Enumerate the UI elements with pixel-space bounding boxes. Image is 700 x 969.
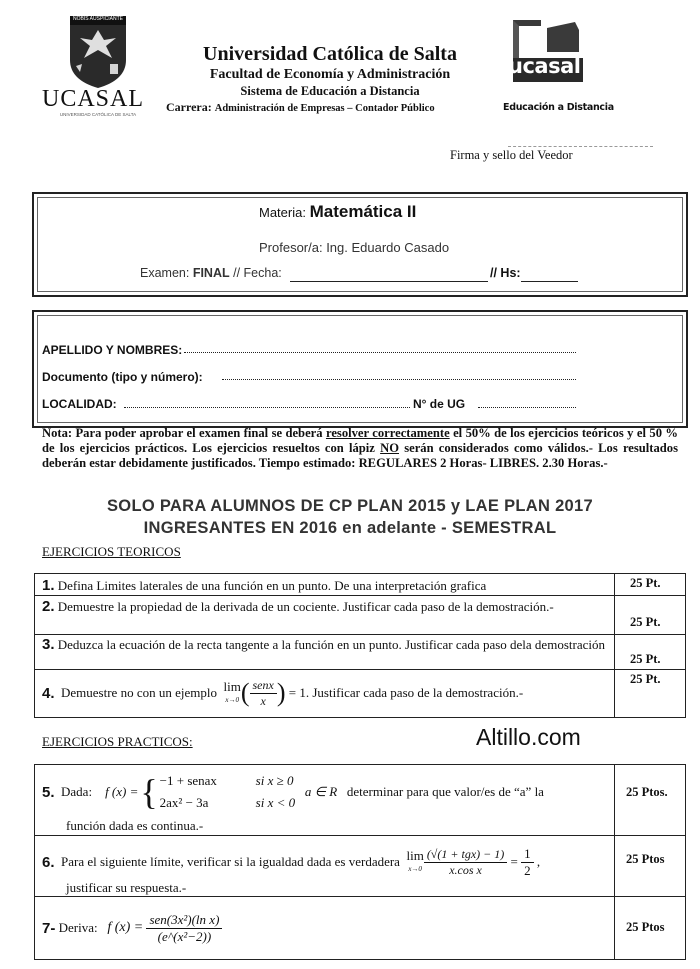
item-number: 2.	[42, 598, 55, 615]
right-paren: )	[276, 678, 286, 707]
plan-banner-line1: SOLO PARA ALUMNOS DE CP PLAN 2015 y LAE PLAN 2017	[107, 497, 593, 515]
item-lead: Deriva:	[58, 920, 98, 935]
subject-line	[259, 202, 416, 222]
crest-banner-text: NOBIS AUSPICIANTE	[72, 16, 123, 22]
fraction-denominator: x	[260, 693, 266, 708]
distance-education-label: Educación a Distancia	[503, 102, 614, 113]
item-number: 3.	[42, 636, 55, 653]
lim-word: lim	[406, 847, 424, 863]
note-part3: serán considerados como válidos.- Los resultados deberán estar debidamente justificados. Tiempo estimado: REGULARES 2 Horas- LIBRES. 2.30 Horas.-	[42, 441, 678, 470]
item-lead: Dada:	[61, 784, 93, 799]
theory-item-2	[42, 599, 608, 615]
ucasal-subtitle-left: UNIVERSIDAD CATÓLICA DE SALTA	[59, 112, 137, 117]
name-label: APELLIDO Y NOMBRES:	[42, 343, 183, 357]
item-points: 25 Ptos	[626, 852, 665, 866]
item-points: 25 Ptos.	[626, 785, 668, 799]
practice-item-5	[42, 770, 612, 814]
item-text: Demuestre no con un ejemplo	[61, 685, 217, 700]
item-number: 5.	[42, 783, 55, 801]
case-1-expr: −1 + senax	[159, 773, 217, 788]
practice-item-6: 6. Para el siguiente límite, verificar si la igualdad dada es verdadera lim x→0 $\frac{\text{(√(1 + tgx) − 1)}}{\text{x.cos x}}$ = $\frac{1}{2}$ ,	[42, 845, 541, 878]
half-denominator: 2	[524, 862, 531, 878]
fraction-numerator: senx	[250, 678, 277, 694]
limit-fraction	[250, 678, 277, 709]
professor-line: Profesor/a: Ing. Eduardo Casado	[259, 240, 450, 255]
derivative-fraction	[146, 912, 222, 945]
equals-sign: =	[510, 854, 518, 869]
item-text: determinar para que valor/es de “a” la	[346, 784, 544, 799]
item-points: 25 Ptos	[626, 920, 665, 934]
item-text: Deduzca la ecuación de la recta tangente a la función en un punto. Justificar cada paso dela demostración	[57, 637, 605, 652]
item-text: Demuestre la propiedad de la derivada de un cociente. Justificar cada paso de la demostración.-	[57, 599, 554, 614]
career-value: Administración de Empresas – Contador Público	[214, 103, 435, 114]
plan-banner-line2: INGRESANTES EN 2016 en adelante - SEMESTRAL	[143, 519, 557, 537]
lim-subscript: x→0	[225, 695, 239, 704]
item-text: . Justificar cada paso de la demostración.-	[305, 685, 524, 700]
half-numerator: 1	[521, 846, 534, 863]
case-1-cond: si x ≥ 0	[255, 773, 294, 788]
altillo-watermark: Altillo.com	[476, 724, 581, 750]
subject-name: Matemática II	[309, 202, 417, 221]
ucasal-wordmark-left: UCASAL	[42, 86, 145, 112]
theory-item-3	[42, 637, 608, 653]
career-line	[166, 100, 496, 115]
locality-field-dots[interactable]	[124, 407, 410, 408]
subject-label: Materia:	[259, 205, 306, 220]
practice-row-divider	[34, 835, 685, 836]
university-name: Universidad Católica de Salta	[203, 43, 457, 65]
piecewise-cases	[160, 770, 295, 814]
faculty-name: Facultad de Economía y Administración	[209, 67, 451, 82]
exam-label: Examen:	[140, 266, 190, 280]
fraction-denominator: x.cos x	[449, 862, 482, 877]
education-system: Sistema de Educación a Distancia	[240, 84, 420, 98]
limit-fraction	[424, 847, 507, 878]
document-field-dots[interactable]	[222, 379, 576, 380]
item-text-continued: justificar su respuesta.-	[66, 880, 187, 895]
limit-operator	[406, 847, 424, 875]
item-text: Defina Limites laterales de una función en un punto. De una interpretación grafica	[57, 578, 487, 593]
item-text: Para el siguiente límite, verificar si la igualdad dada es verdadera	[61, 854, 400, 869]
parameter-domain: a ∈ R	[304, 784, 338, 799]
theory-row-divider	[34, 634, 685, 635]
exam-note	[42, 426, 678, 471]
theory-item-4	[42, 673, 612, 713]
date-label: // Fecha:	[233, 266, 282, 280]
career-label: Carrera:	[166, 100, 212, 114]
lim-subscript: x→0	[408, 864, 422, 873]
limit-result: = 1	[288, 685, 306, 700]
note-part1: Nota: Para poder aprobar el examen final se deberá	[42, 426, 323, 440]
case-2-cond: si x < 0	[255, 795, 296, 810]
ug-field-dots[interactable]	[478, 407, 576, 408]
item-text-continued: función dada es continua.-	[66, 818, 204, 833]
theory-row-divider	[34, 595, 685, 596]
hours-field-line[interactable]	[521, 281, 578, 282]
item-points: 25 Pt.	[630, 672, 661, 686]
item-points: 25 Pt.	[630, 615, 661, 629]
note-part2: el 50% de los ejercicios teóricos y el 50 % de los ejercicios prácticos. Los ejercicios resueltos con lápiz	[42, 426, 678, 455]
fraction-denominator: (e^(x²−2))	[157, 928, 212, 944]
one-half-fraction	[521, 846, 534, 879]
exam-type: FINAL	[192, 266, 230, 280]
practice-row-divider	[34, 896, 685, 897]
ug-label: N° de UG	[413, 397, 466, 411]
theory-item-1	[42, 578, 612, 594]
function-name: f (x) =	[107, 920, 144, 935]
document-label: Documento (tipo y número):	[42, 370, 203, 384]
note-underlined-2: NO	[380, 441, 399, 455]
lim-word: lim	[223, 678, 241, 694]
fraction-numerator: (√(1 + tgx) − 1)	[424, 847, 507, 863]
ucasal-wordmark-right: ucasal	[508, 54, 581, 78]
note-underlined-1: resolver correctamente	[325, 426, 450, 440]
theory-row-divider	[34, 669, 685, 670]
function-name: f (x) =	[105, 784, 139, 799]
item-points: 25 Pt.	[630, 652, 661, 666]
practice-item-7	[42, 903, 612, 953]
item-number: 6.	[42, 853, 55, 871]
item-number: 4.	[42, 684, 55, 702]
limit-operator	[223, 678, 241, 706]
date-field-line[interactable]	[290, 281, 488, 282]
case-2-expr: 2ax² − 3a	[159, 795, 209, 810]
university-crest-logo	[68, 14, 128, 90]
left-paren: (	[240, 678, 250, 707]
hours-label: // Hs:	[490, 266, 521, 280]
fraction-numerator: sen(3x²)(ln x)	[146, 912, 222, 929]
practice-section-title: EJERCICIOS PRACTICOS:	[42, 734, 193, 749]
locality-label: LOCALIDAD:	[42, 397, 117, 411]
exam-line	[140, 266, 282, 280]
signature-label: Firma y sello del Veedor	[450, 148, 573, 162]
name-field-dots[interactable]	[184, 352, 576, 353]
cases-brace: {	[140, 772, 158, 812]
practice-col-divider	[614, 764, 615, 959]
item-number: 1.	[42, 577, 55, 594]
item-points: 25 Pt.	[630, 576, 661, 590]
theory-section-title: EJERCICIOS TEORICOS	[42, 544, 181, 559]
item-number: 7-	[42, 919, 56, 937]
